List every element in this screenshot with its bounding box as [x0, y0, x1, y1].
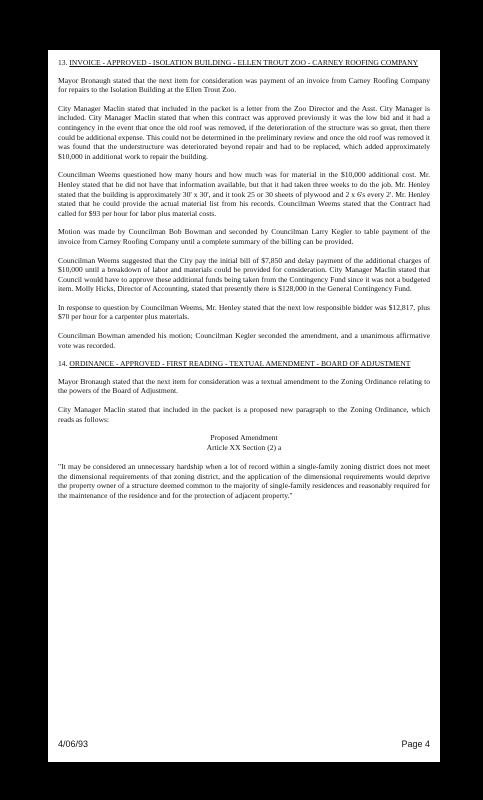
item-13-paragraph-7: Councilman Bowman amended his motion; Councilman Kegler seconded the amendment, and a unanimous affirmative vote was recorded. — [58, 331, 430, 350]
item-13-paragraph-1: Mayor Bronaugh stated that the next item for consideration was payment of an invoice from Carney Roofing Company for repairs to the Isolation Building at the Ellen Trout Zoo. — [58, 75, 430, 95]
footer-date: 4/06/93 — [58, 739, 89, 749]
page-footer — [58, 740, 430, 750]
item-13-paragraph-4: Motion was made by Councilman Bob Bowman and seconded by Councilman Larry Kegler to table payment of the invoice from Carney Roofing Company until a complete summary of the billing can be provided. — [58, 227, 430, 246]
item-14-heading — [58, 359, 430, 369]
item-13-paragraph-2: City Manager Maclin stated that included in the packet is a letter from the Zoo Director and the Asst. City Manager is included. City Manager Maclin stated that when this contract was approved previously it was the low bid and it had a contingency in the event that once the old roof was removed, if the deterioration of the structure was so great, then there could be additional expense. This could not be determined in the preliminary review and once the old roof was removed it was found that the understructure was deteriorated beyond repair and had to be replaced, which added approximately $10,000 in additional work to repair the building. — [58, 103, 430, 161]
amendment-reference: Article XX Section (2) a — [206, 443, 282, 453]
item-13-paragraph-3: Councilman Weems questioned how many hours and how much was for material in the $10,000 additional cost. Mr. Henley stated that he did not have that information available, but that it had taken three weeks to do the job. Mr. Henley stated that the building is approximately 30' x 30', and it took 25 or 30 sheets of plywood and 2 x 6's every 2'. Mr. Henley stated that he could provide the actual material list from his records. Councilman Weems stated that the Contract had called for $93 per hour for labor plus material costs. — [58, 170, 430, 218]
item-14-number: 14. — [58, 359, 68, 369]
amendment-title: Proposed Amendment — [210, 433, 278, 443]
amendment-block — [58, 433, 430, 453]
item-14-paragraph-1: Mayor Bronaugh stated that the next item for consideration was a textual amendment to the Zoning Ordinance relating to the powers of the Board of Adjustment. — [58, 376, 430, 396]
amendment-quote: "It may be considered an unnecessary hardship when a lot of record within a single-family zoning district does not meet the dimensional requirements of that zoning district, and the application of the dimensional requirements would deprive the property owner of a structure deemed common to the majority of single-family residences and reasonably required for the maintenance of the residence and for the protection of adjacent property." — [58, 462, 430, 500]
item-13-paragraph-5: Councilman Weems suggested that the City pay the initial bill of $7,850 and delay payment of the additional charges of $10,000 until a breakdown of labor and materials could be provided for consideration. City Manager Maclin stated that Council would have to approve these additional funds being taken from the Contingency Fund since it was not a budgeted item. Molly Hicks, Director of Accounting, stated that presently there is $128,000 in the General Contingency Fund. — [58, 255, 430, 294]
item-13-heading — [58, 58, 430, 68]
item-14-title: ORDINANCE - APPROVED - FIRST READING - TEXTUAL AMENDMENT - BOARD OF ADJUSTMENT — [69, 359, 411, 369]
item-13-paragraph-6: In response to question by Councilman Weems, Mr. Henley stated that the next low responsible bidder was $12,817, plus $70 per hour for a carpenter plus materials. — [58, 302, 430, 322]
item-13-title: INVOICE - APPROVED - ISOLATION BUILDING - ELLEN TROUT ZOO - CARNEY ROOFING COMPANY — [69, 58, 419, 67]
item-14-paragraph-2: City Manager Maclin stated that included in the packet is a proposed new paragraph to the Zoning Ordinance, which reads as follows: — [58, 405, 430, 424]
item-13-number: 13. — [58, 58, 68, 67]
document-page — [48, 50, 440, 762]
footer-page-number: Page 4 — [401, 739, 430, 749]
